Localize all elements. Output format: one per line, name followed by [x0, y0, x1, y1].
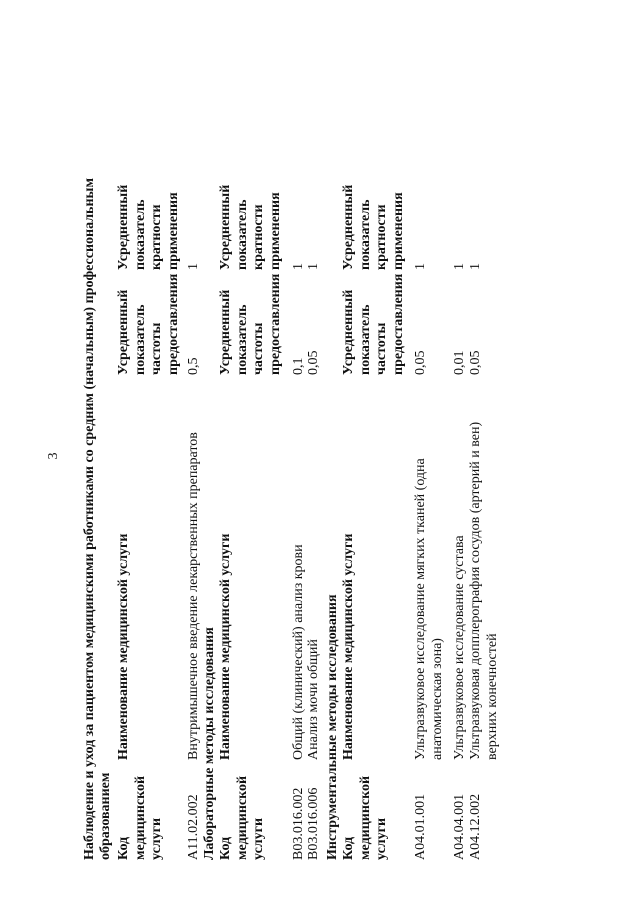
row-code: B03.016.006: [306, 787, 321, 860]
header-frequency: Усредненный показатель частоты предоставления: [116, 273, 181, 375]
row-multiplicity: 1: [468, 263, 483, 270]
header-code: Код медицинской услуги: [218, 775, 266, 860]
row-code: A04.01.001: [413, 793, 428, 860]
row-code: A04.12.002: [468, 793, 483, 860]
header-name: Наименование медицинской услуги: [218, 533, 233, 760]
row-frequency: 0,1: [291, 357, 306, 375]
row-frequency: 0,05: [413, 350, 428, 375]
row-code: B03.016.002: [291, 787, 306, 860]
rotated-document: [80, 80, 540, 860]
row-code: A11.02.002: [186, 794, 201, 860]
row-multiplicity: 1: [306, 263, 321, 270]
row-frequency: 0,05: [468, 350, 483, 375]
row-frequency: 0,01: [452, 350, 467, 375]
page-number: 3: [46, 452, 61, 460]
row-name: Общий (клинический) анализ крови: [291, 544, 306, 760]
row-multiplicity: 1: [413, 263, 428, 270]
header-name: Наименование медицинской услуги: [116, 533, 131, 760]
row-name: Внутримышечное введение лекарственных препаратов: [186, 432, 201, 760]
header-multiplicity: Усредненный показатель кратности применения: [341, 184, 406, 270]
row-frequency: 0,05: [306, 350, 321, 375]
row-multiplicity: 1: [452, 263, 467, 270]
header-frequency: Усредненный показатель частоты предоставления: [218, 273, 283, 375]
header-code: Код медицинской услуги: [116, 775, 164, 860]
row-name: Ультразвуковое исследование сустава: [452, 535, 467, 760]
document-title-line-1: Наблюдение и уход за пациентом медицинскими работниками со средним (начальным) профессиональным: [82, 178, 97, 860]
header-multiplicity: Усредненный показатель кратности применения: [116, 184, 181, 270]
section-title-lab: Лабораторные методы исследования: [202, 627, 217, 860]
section-title-instrumental: Инструментальные методы исследования: [325, 594, 340, 860]
header-frequency: Усредненный показатель частоты предоставления: [341, 273, 406, 375]
header-code: Код медицинской услуги: [341, 775, 389, 860]
row-name: Ультразвуковая допплерография сосудов (артерий и вен) верхних конечностей: [468, 421, 500, 760]
row-multiplicity: 1: [186, 263, 201, 270]
header-multiplicity: Усредненный показатель кратности применения: [218, 184, 283, 270]
document-title-line-2: образованием: [98, 772, 113, 860]
row-name: Анализ мочи общий: [306, 639, 321, 760]
row-multiplicity: 1: [291, 263, 306, 270]
row-name: Ультразвуковое исследование мягких тканей (одна анатомическая зона): [413, 458, 445, 760]
row-frequency: 0,5: [186, 357, 201, 375]
header-name: Наименование медицинской услуги: [341, 533, 356, 760]
row-code: A04.04.001: [452, 793, 467, 860]
